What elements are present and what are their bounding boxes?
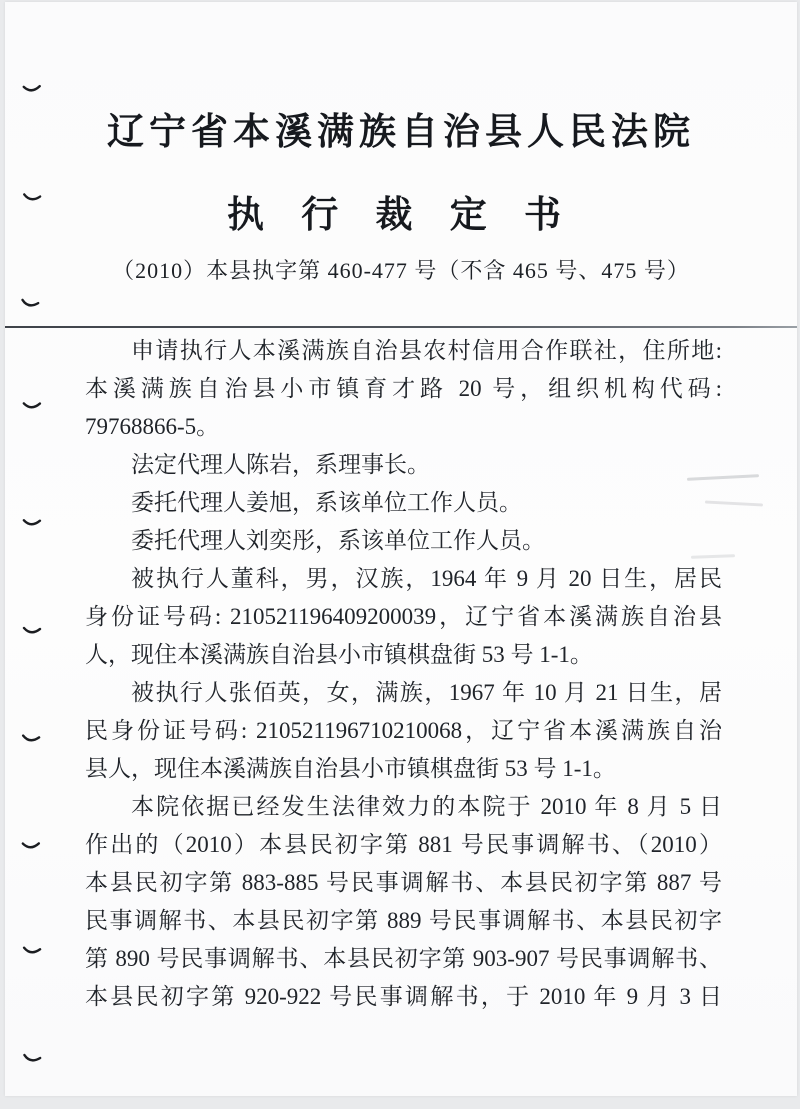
- body-line: 本溪满族自治县小市镇育才路 20 号，组织机构代码:: [85, 376, 722, 401]
- binding-mark-icon: [22, 945, 42, 958]
- body-line: 作出的（2010）本县民初字第 881 号民事调解书、（2010）: [85, 832, 722, 857]
- court-name: 辽宁省本溪满族自治县人民法院: [107, 112, 695, 153]
- paragraph: [85, 446, 722, 484]
- binding-mark-icon: [22, 399, 43, 412]
- body-line: 县人，现住本溪满族自治县小市镇棋盘街 53 号 1-1。: [85, 756, 616, 781]
- body-line: 79768866-5。: [85, 414, 220, 439]
- body-line: 身份证号码: 210521196409200039，辽宁省本溪满族自治县: [85, 604, 722, 629]
- body-line: 民身份证号码: 210521196710210068，辽宁省本溪满族自治: [85, 718, 722, 743]
- binding-mark-icon: [21, 1052, 42, 1066]
- document-title: 执 行 裁 定 书: [227, 195, 575, 236]
- document-body: [85, 332, 722, 1016]
- binding-mark-icon: [22, 625, 42, 637]
- paragraph: [85, 560, 722, 674]
- paragraph: [85, 522, 722, 560]
- body-line: 申请执行人本溪满族自治县农村信用合作联社，住所地:: [131, 338, 722, 363]
- paragraph: [85, 788, 722, 1016]
- header-divider: [5, 326, 797, 328]
- body-line: 民事调解书、本县民初字第 889 号民事调解书、本县民初字: [85, 908, 722, 933]
- paragraph: [85, 332, 722, 446]
- paragraph: [85, 484, 722, 522]
- body-line: 被执行人董科，男，汉族，1964 年 9 月 20 日生，居民: [131, 566, 722, 591]
- binding-mark-icon: [21, 839, 42, 852]
- body-line: 委托代理人刘奕彤，系该单位工作人员。: [131, 528, 545, 553]
- document-page: [5, 2, 797, 1096]
- binding-mark-icon: [19, 297, 40, 312]
- body-line: 第 890 号民事调解书、本县民初字第 903-907 号民事调解书、: [85, 946, 722, 971]
- body-line: 委托代理人姜旭，系该单位工作人员。: [131, 490, 522, 515]
- body-line: 被执行人张佰英，女，满族，1967 年 10 月 21 日生，居: [131, 680, 722, 705]
- body-line: 本县民初字第 883-885 号民事调解书、本县民初字第 887 号: [85, 870, 722, 895]
- paragraph: [85, 674, 722, 788]
- binding-mark-icon: [21, 82, 42, 96]
- case-number: （2010）本县执字第 460-477 号（不含 465 号、475 号）: [112, 258, 690, 283]
- body-line: 人，现住本溪满族自治县小市镇棋盘街 53 号 1-1。: [85, 642, 593, 667]
- body-line: 法定代理人陈岩，系理事长。: [131, 452, 430, 477]
- binding-mark-icon: [21, 732, 42, 745]
- body-line: 本县民初字第 920-922 号民事调解书，于 2010 年 9 月 3 日: [85, 984, 722, 1009]
- binding-mark-icon: [22, 517, 42, 530]
- body-line: 本院依据已经发生法律效力的本院于 2010 年 8 月 5 日: [131, 794, 722, 819]
